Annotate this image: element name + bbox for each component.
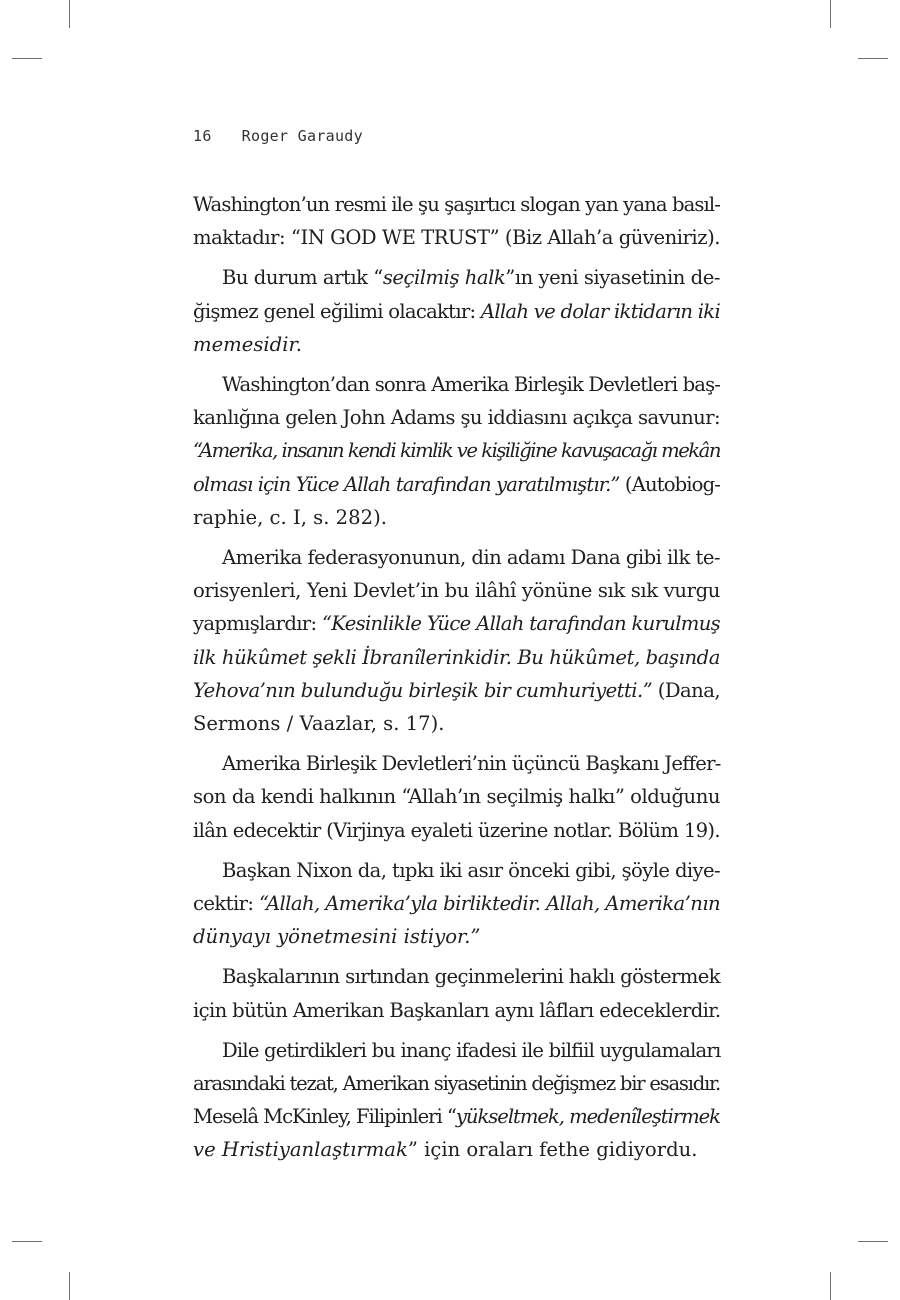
text-line: Dile getirdikleri bu inanç ifadesi ile bilfiil uygulamaları <box>222 1038 721 1062</box>
text-line: “Amerika, insanın kendi kimlik ve kişiliğine kavuşacağı mekân <box>193 439 720 463</box>
text-line: Meselâ McKinley, Filipinleri “yükseltmek, medenîleştirmek <box>193 1105 720 1129</box>
running-head-author: Roger Garaudy <box>241 127 363 145</box>
text-line: arasındaki tezat, Amerikan siyasetinin değişmez bir esasıdır. <box>193 1072 721 1096</box>
crop-mark <box>858 1241 888 1242</box>
text-line: son da kendi halkının “Allah’ın seçilmiş halkı” olduğunu <box>193 785 720 809</box>
crop-mark <box>858 58 888 59</box>
running-header <box>193 127 363 145</box>
crop-mark <box>69 1272 70 1300</box>
text-line: Başkan Nixon da, tıpkı iki asır önceki gibi, şöyle diye- <box>222 858 721 882</box>
text-line: Amerika Birleşik Devletleri’nin üçüncü Başkanı Jeffer- <box>222 752 721 776</box>
text-line: dünyayı yönetmesini istiyor.” <box>193 925 481 949</box>
text-line: orisyenleri, Yeni Devlet’in bu ilâhî yönüne sık sık vurgu <box>193 579 720 603</box>
crop-mark <box>12 1241 42 1242</box>
text-line: ilân edecektir (Virjinya eyaleti üzerine notlar. Bölüm 19). <box>193 818 720 842</box>
text-line: raphie, c. I, s. 282). <box>193 505 387 529</box>
text-line: maktadır: “IN GOD WE TRUST” (Biz Allah’a güveniriz). <box>193 226 720 250</box>
text-line: Washington’un resmi ile şu şaşırtıcı slogan yan yana basıl- <box>193 193 720 216</box>
text-line: Sermons / Vaazlar, s. 17). <box>193 712 445 736</box>
text-line: için bütün Amerikan Başkanları aynı lâfları edeceklerdir. <box>193 998 721 1022</box>
text-line: Yehova’nın bulunduğu birleşik bir cumhuriyetti.” (Dana, <box>193 678 720 702</box>
body-text <box>193 188 720 1167</box>
text-line: Washington’dan sonra Amerika Birleşik Devletleri baş- <box>222 373 720 397</box>
text-line: yapmışlardır: “Kesinlikle Yüce Allah tarafından kurulmuş <box>193 612 721 636</box>
text-line: memesidir. <box>193 332 302 356</box>
text-line: ve Hristiyanlaştırmak” için oraları fethe gidiyordu. <box>193 1138 698 1162</box>
text-line: ğişmez genel eğilimi olacaktır: Allah ve dolar iktidarın iki <box>193 299 720 323</box>
text-line: olması için Yüce Allah tarafından yaratılmıştır.” (Autobiog- <box>193 472 720 496</box>
crop-mark <box>12 58 42 59</box>
text-line: Amerika federasyonunun, din adamı Dana gibi ilk te- <box>222 546 720 570</box>
text-line: kanlığına gelen John Adams şu iddiasını açıkça savunur: <box>193 406 720 430</box>
crop-mark <box>830 1272 831 1300</box>
crop-mark <box>830 0 831 28</box>
text-line: Başkalarının sırtından geçinmelerini haklı göstermek <box>222 965 720 989</box>
text-line: ilk hükûmet şekli İbranîlerinkidir. Bu hükûmet, başında <box>193 645 720 669</box>
text-line: Bu durum artık “seçilmiş halk”ın yeni siyasetinin de- <box>222 266 720 290</box>
page-number: 16 <box>193 127 212 145</box>
crop-mark <box>69 0 70 28</box>
text-line: cektir: “Allah, Amerika’yla birliktedir. Allah, Amerika’nın <box>193 892 720 916</box>
